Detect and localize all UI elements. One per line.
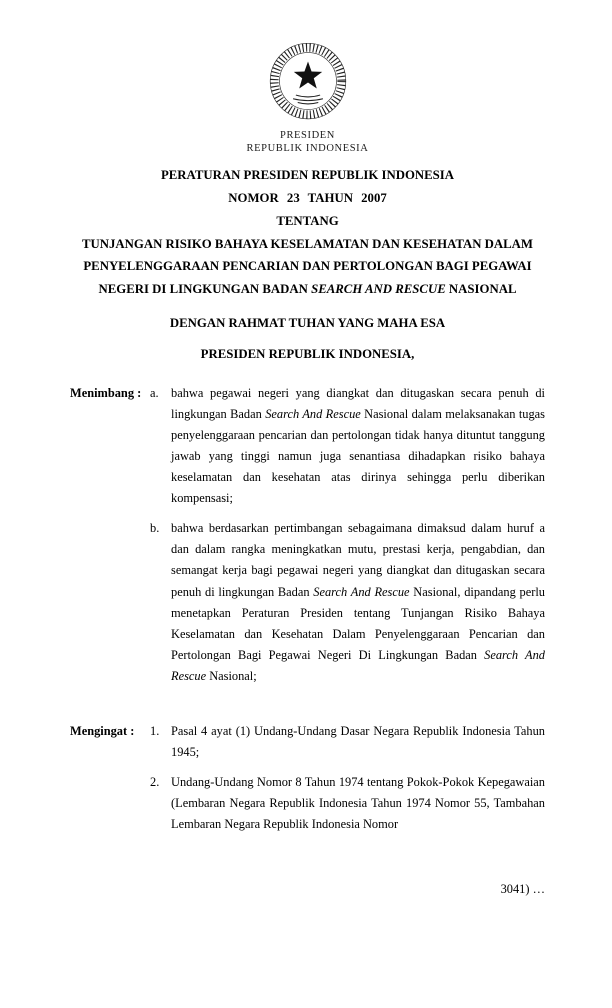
- label-spacer: [70, 772, 150, 835]
- page-continuation-marker: 3041) …: [500, 882, 545, 896]
- consideration-row-b: [70, 518, 545, 687]
- legal-basis-row-2: [70, 772, 545, 835]
- institution-name-line2: REPUBLIK INDONESIA: [246, 143, 369, 155]
- considerations-section: [70, 383, 545, 687]
- tentang-label: TENTANG: [276, 213, 339, 228]
- regulation-subject: TUNJANGAN RISIKO BAHAYA KESELAMATAN DAN KESEHATAN DALAM PENYELENGGARAAN PENCARIAN DAN PERTOLONGAN BAGI PEGAWAI NEGERI DI LINGKUNGAN BADAN SEARCH AND RESCUE NASIONAL: [81, 236, 534, 297]
- invocation-line: DENGAN RAHMAT TUHAN YANG MAHA ESA: [169, 315, 446, 330]
- legal-basis-row-1: [70, 721, 545, 763]
- item-marker-b: b.: [150, 521, 160, 536]
- title-block: [70, 164, 545, 301]
- legal-basis-section: [70, 721, 545, 835]
- institution-name-line1: PRESIDEN: [280, 130, 335, 141]
- consideration-row-a: [70, 383, 545, 509]
- authority-line: PRESIDEN REPUBLIK INDONESIA,: [200, 346, 415, 361]
- considerations-label: Menimbang :: [70, 385, 142, 400]
- presidential-seal-icon: [266, 38, 350, 126]
- item-marker-a: a.: [150, 385, 159, 400]
- masthead: [70, 38, 545, 155]
- legal-basis-item-2: Undang-Undang Nomor 8 Tahun 1974 tentang Pokok-Pokok Kepegawaian (Lembaran Negara Republik Indonesia Tahun 1974 Nomor 55, Tambahan Lembaran Negara Republik Indonesia Nomor: [171, 775, 545, 832]
- item-marker-1: 1.: [150, 723, 160, 738]
- label-spacer: [70, 518, 150, 687]
- regulation-title: PERATURAN PRESIDEN REPUBLIK INDONESIA: [160, 168, 455, 183]
- regulation-number: NOMOR 23 TAHUN 2007: [228, 191, 387, 206]
- body-sections: [70, 383, 545, 835]
- consideration-item-a: bahwa pegawai negeri yang diangkat dan ditugaskan secara penuh di lingkungan Badan Search And Rescue Nasional dalam melaksanakan tugas penyelenggaraan pencarian dan pertolongan tidak hanya dituntut tanggung jawab yang tinggi namun juga senantiasa dihadapkan risiko bahaya keselamatan dan kesehatan atas dirinya sehingga perlu diberikan kompensasi;: [171, 385, 545, 506]
- legal-basis-label: Mengingat :: [70, 723, 135, 738]
- legal-basis-item-1: Pasal 4 ayat (1) Undang-Undang Dasar Negara Republik Indonesia Tahun 1945;: [171, 723, 545, 760]
- consideration-item-b: bahwa berdasarkan pertimbangan sebagaimana dimaksud dalam huruf a dan dalam rangka meningkatkan mutu, prestasi kerja, pengabdian, dan semangat kerja bagi pegawai negeri yang diangkat dan ditugaskan secara penuh di lingkungan Badan Search And Rescue Nasional, dipandang perlu menetapkan Peraturan Presiden tentang Tunjangan Risiko Bahaya Keselamatan dan Kesehatan Dalam Penyelenggaraan Pencarian dan Pertolongan Bagi Pegawai Negeri Di Lingkungan Badan Search And Rescue Nasional;: [171, 521, 546, 683]
- item-marker-2: 2.: [150, 775, 160, 790]
